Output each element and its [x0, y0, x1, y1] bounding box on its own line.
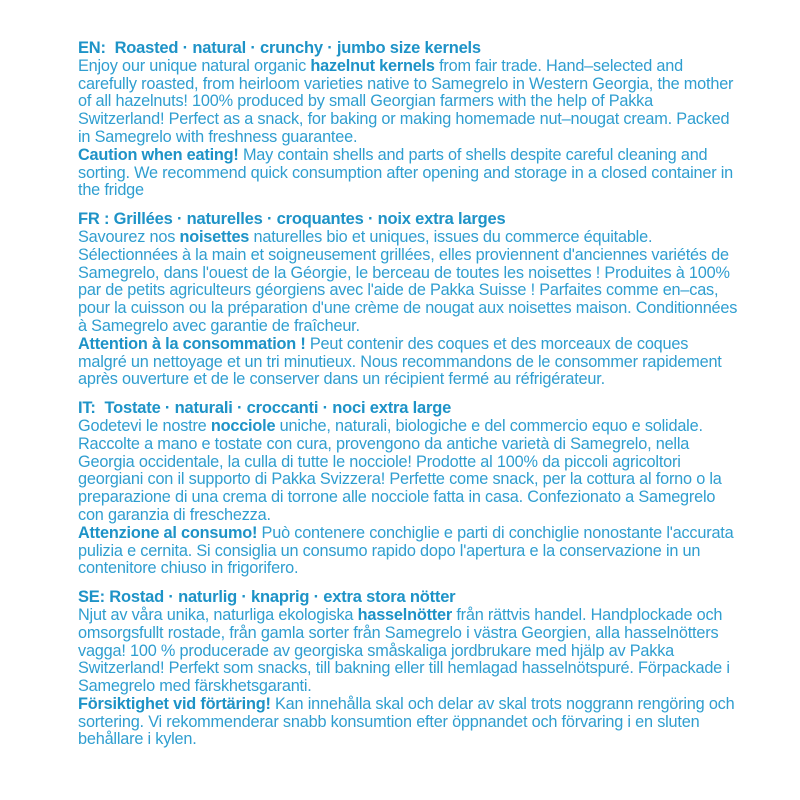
section-paragraph [78, 58, 740, 147]
text-segment: from fair trade. Hand–selected and carefully roasted, from heirloom varieties native to Samegrelo in Western Georgia, the mother of all hazelnuts! 100% produced by small Georgian farmers with the help of Pakka Switzerland! Perfect as a snack, for baking or making homemade nut–nougat cream. Packed in Samegrelo with freshness guarantee. [78, 56, 734, 146]
section-heading-se: SE: Rostad · naturlig · knaprig · extra stora nötter [78, 588, 456, 607]
bold-text-segment: Caution when eating! [78, 145, 239, 164]
language-section-en [78, 40, 740, 200]
section-paragraph [78, 229, 740, 336]
text-segment: May contain shells and parts of shells despite careful cleaning and sorting. We recommend quick consumption after opening and storage in a closed container in the fridge [78, 145, 734, 200]
section-paragraph [78, 607, 740, 696]
bold-text-segment: noisettes [179, 227, 250, 246]
text-segment: uniche, naturali, biologiche e del commercio equo e solidale. Raccolte a mano e tostate con cura, provengono da antiche varietà di Samegrelo, nella Georgia occidentale, la culla di tutte le nocciole! Prodotte al 100% da piccoli agricoltori georgiani con il supporto di Pakka Svizzera! Perfette come snack, per la cottura al forno o la preparazione di una crema di torrone alle nocciole fatta in casa. Confezionato a Samegrelo con garanzia di freschezza. [78, 416, 722, 524]
language-section-se [78, 589, 740, 749]
text-segment: Può contenere conchiglie e parti di conchiglie nonostante l'accurata pulizia e cernita. Si consiglia un consumo rapido dopo l'apertura e la conservazione in un contenitore chiuso in frigorifero. [78, 523, 734, 578]
bold-text-segment: hazelnut kernels [310, 56, 435, 75]
language-section-it [78, 400, 740, 578]
bold-text-segment: hasselnötter [357, 605, 453, 624]
section-paragraph [78, 418, 740, 525]
section-heading-it: IT: Tostate · naturali · croccanti · noci extra large [78, 399, 452, 418]
section-heading-fr: FR : Grillées · naturelles · croquantes · noix extra larges [78, 210, 506, 229]
text-segment: från rättvis handel. Handplockade och omsorgsfullt rostade, från gamla sorter från Samegrelo i västra Georgien, alla hasselnötters vagga! 100 % producerade av georgiska småskaliga jordbrukare med hjälp av Pakka Switzerland! Perfekt som snacks, till bakning eller till hemlagad hasselnötspuré. Förpackade i Samegrelo med färskhetsgaranti. [78, 605, 730, 696]
section-paragraph [78, 525, 740, 578]
label-sections [78, 40, 740, 760]
section-paragraph [78, 696, 740, 749]
bold-text-segment: nocciole [210, 416, 276, 435]
text-segment: Savourez nos [78, 227, 180, 246]
section-paragraph [78, 147, 740, 200]
bold-text-segment: Försiktighet vid förtäring! [78, 694, 271, 713]
text-segment: naturelles bio et uniques, issues du commerce équitable. Sélectionnées à la main et soigneusement grillées, elles proviennent d'anciennes variétés de Samegrelo, dans l'ouest de la Géorgie, le berceau de toutes les noisettes ! Produites à 100% par de petits agriculteurs géorgiens avec l'aide de Pakka Suisse ! Parfaites comme en–cas, pour la cuisson ou la préparation d'une crème de nougat aux noisettes maison. Conditionnées à Samegrelo avec garantie de fraîcheur. [78, 227, 738, 335]
text-segment: Godetevi le nostre [78, 416, 211, 435]
text-segment: Peut contenir des coques et des morceaux de coques malgré un nettoyage et un tri minutieux. Nous recommandons de le consommer rapidement après ouverture et de le conserver dans un récipient fermé au réfrigérateur. [78, 334, 722, 389]
text-segment: Kan innehålla skal och delar av skal trots noggrann rengöring och sortering. Vi rekommenderar snabb konsumtion efter öppnandet och förvaring i en sluten behållare i kylen. [78, 694, 735, 749]
bold-text-segment: Attenzione al consumo! [78, 523, 258, 542]
text-segment: Enjoy our unique natural organic [78, 56, 311, 75]
section-paragraph [78, 336, 740, 389]
bold-text-segment: Attention à la consommation ! [78, 334, 306, 353]
section-heading-en: EN: Roasted · natural · crunchy · jumbo size kernels [78, 39, 481, 57]
text-segment: Njut av våra unika, naturliga ekologiska [78, 605, 358, 624]
language-section-fr [78, 211, 740, 389]
